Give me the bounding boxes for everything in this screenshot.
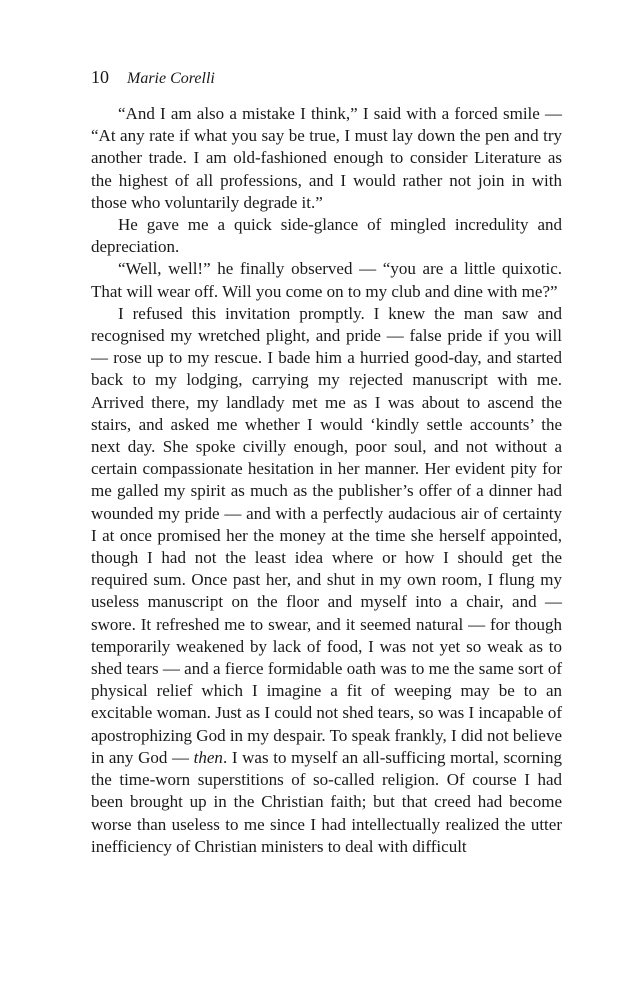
paragraph [91, 303, 562, 858]
emphasized-word: then [193, 747, 223, 767]
paragraph: “And I am also a mistake I think,” I said with a forced smile — “At any rate if what you say be true, I must lay down the pen and try another trade. I am old-fashioned enough to consider Literature as the highest of all professions, and I would rather not join in with those who voluntarily degrade it.” [91, 104, 562, 212]
author-name: Marie Corelli [127, 70, 215, 87]
running-head [91, 66, 215, 90]
paragraph-text: I refused this invitation promptly. I knew the man saw and recognised my wretched plight, and pride — false pride if you will — rose up to my rescue. I bade him a hurried good-day, and started back to my lodging, carrying my rejected manuscript with me. Arrived there, my landlady met me as I was about to ascend the stairs, and asked me whether I would ‘kindly settle accounts’ the next day. She spoke civilly enough, poor soul, and not without a certain compassionate hesitation in her manner. Her evident pity for me galled my spirit as much as the publisher’s offer of a dinner had wounded my pride — and with a perfectly audacious air of certainty I at once promised her the money at the time she herself appointed, though I had not the least idea where or how I should get the required sum. Once past her, and shut in my own room, I flung my useless manuscript on the floor and myself into a chair, and — swore. It refreshed me to swear, and it seemed natural — for though temporarily weakened by lack of food, I was not yet so weak as to shed tears — and a fierce formidable oath was to me the same sort of physical relief which I imagine a fit of weeping may be to an excitable woman. Just as I could not shed tears, so was I incapable of apostrophizing God in my despair. To speak frankly, I did not believe in any God — [91, 303, 562, 767]
paragraph: “Well, well!” he finally observed — “you are a little quixotic. That will wear off. Will you come on to my club and dine with me?” [91, 259, 562, 301]
page-number: 10 [91, 67, 109, 87]
body-text [91, 103, 562, 858]
paragraph-text: . I was to myself an all-sufficing mortal, scorning the time-worn superstitions of so-called religion. Of course I had been brought up in the Christian faith; but that creed had become worse than useless to me since I had intellectually realized the utter inefficiency of Christian ministers to deal with difficult [91, 747, 562, 856]
paragraph: He gave me a quick side-glance of mingled incredulity and depreciation. [91, 215, 562, 257]
